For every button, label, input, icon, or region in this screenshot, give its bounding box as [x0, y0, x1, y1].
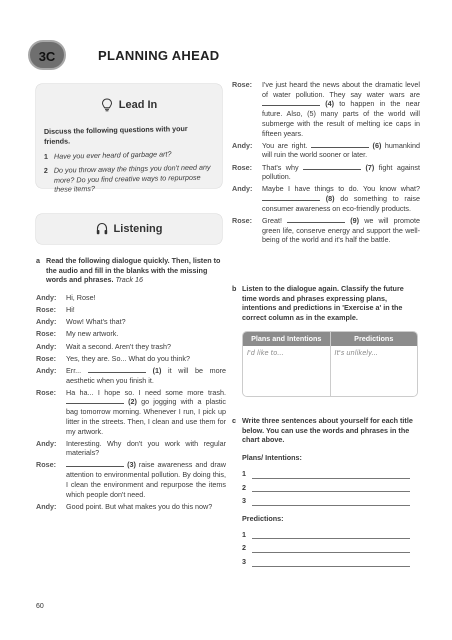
lead-in-title: Lead In — [118, 99, 158, 111]
line-number: 3 — [242, 496, 246, 506]
writing-rule[interactable] — [252, 560, 410, 567]
line-number: 3 — [242, 557, 246, 567]
writing-line[interactable] — [242, 496, 420, 506]
answer-blank[interactable] — [262, 195, 320, 201]
speaker: Andy: — [36, 341, 57, 351]
headphones-icon — [96, 222, 108, 236]
line-text: That's why — [262, 162, 299, 172]
writing-rule[interactable] — [252, 546, 410, 553]
lead-in-question — [44, 162, 215, 195]
answer-blank[interactable] — [311, 142, 369, 148]
line-text: fight against pollution. — [262, 162, 421, 182]
instruction-text: Listen to the dialogue again. Classify the future time words and phrases expressing plans, intentions and predictions in 'Exercise a' in the correct column as in the example. — [242, 284, 404, 323]
dialogue-line — [232, 163, 420, 182]
line-text: to happen in the near future. Also, (5) many parts of the world will submerge with the result of melting ice caps in fifteen years. — [262, 99, 421, 138]
question-number: 1 — [43, 152, 49, 162]
line-text: Yes, they are. So... What do you think? — [66, 353, 190, 363]
column-header-predictions: Predictions — [330, 332, 418, 346]
line-text: You are right. — [262, 140, 308, 150]
dialogue-line — [36, 366, 226, 385]
speaker: Rose: — [36, 329, 56, 339]
lead-in-intro: Discuss the following questions with your friends. — [43, 123, 188, 146]
speaker: Andy: — [36, 293, 57, 303]
exercise-label: b — [232, 284, 237, 293]
speaker: Andy: — [232, 184, 253, 194]
speaker: Andy: — [36, 365, 57, 375]
line-number: 1 — [242, 529, 246, 539]
right-column — [232, 80, 421, 567]
speaker: Andy: — [232, 140, 253, 150]
predictions-cell[interactable]: It's unlikely... — [330, 346, 418, 396]
line-text: humankind will ruin the world sooner or later. — [262, 140, 421, 160]
dialogue-line — [232, 80, 420, 138]
line-text: My new artwork. — [66, 329, 119, 339]
dialogue-line — [36, 502, 226, 512]
answer-blank[interactable] — [88, 367, 146, 373]
unit-title: PLANNING AHEAD — [98, 48, 220, 63]
track-label: Track 16 — [115, 275, 143, 285]
exercise-a — [36, 256, 226, 514]
speaker: Rose: — [36, 460, 56, 470]
exercise-label: c — [232, 416, 236, 425]
speaker: Andy: — [36, 501, 57, 511]
writing-line[interactable] — [242, 543, 420, 553]
speaker: Andy: — [36, 438, 57, 448]
table-header — [243, 332, 417, 346]
dialogue-left — [36, 293, 226, 511]
lead-in-question — [44, 149, 214, 162]
dialogue-line — [36, 439, 226, 458]
lightbulb-icon — [101, 98, 113, 112]
speaker: Andy: — [36, 317, 57, 327]
dialogue-line — [36, 354, 226, 364]
speaker: Rose: — [232, 162, 252, 172]
column-header-plans: Plans and Intentions — [251, 333, 322, 343]
lead-in-box — [36, 84, 222, 195]
instruction-text: Read the following dialogue quickly. Then, listen to the audio and fill in the blanks with the missing words and phrases. — [46, 256, 221, 285]
line-text: Maybe I have things to do. You know what? — [262, 184, 420, 194]
answer-blank[interactable] — [66, 461, 124, 467]
speaker: Rose: — [36, 305, 56, 315]
dialogue-right — [232, 80, 420, 245]
exercise-c-instruction — [232, 416, 420, 445]
answer-blank[interactable] — [287, 217, 345, 223]
writing-rule[interactable] — [252, 472, 410, 479]
line-text: Err... — [66, 365, 82, 375]
answer-blank[interactable] — [262, 100, 320, 106]
plans-subheading: Plans/ Intentions: — [242, 453, 302, 463]
exercise-b — [232, 284, 420, 397]
line-number: 2 — [242, 543, 246, 553]
question-number: 2 — [43, 165, 48, 176]
exercise-c — [232, 416, 420, 571]
plans-cell[interactable]: I'd like to... — [247, 348, 284, 357]
dialogue-line — [232, 141, 420, 160]
writing-rule[interactable] — [252, 532, 410, 539]
predictions-subheading: Predictions: — [242, 514, 284, 524]
writing-line[interactable] — [242, 530, 420, 540]
question-text: Do you throw away the things you don't need any more? Do you find creative ways to repurpose these items? — [53, 162, 211, 195]
answer-blank[interactable] — [303, 164, 361, 170]
dialogue-line — [36, 388, 226, 437]
writing-line[interactable] — [242, 483, 420, 493]
writing-rule[interactable] — [252, 499, 410, 506]
dialogue-line — [232, 184, 420, 213]
speaker: Rose: — [232, 80, 252, 89]
exercise-b-instruction — [232, 284, 420, 323]
question-text: Have you ever heard of garbage art? — [53, 149, 172, 162]
line-text: Great! — [262, 215, 282, 225]
unit-header — [28, 40, 228, 70]
unit-badge — [28, 40, 66, 70]
dialogue-line — [36, 329, 226, 339]
unit-code: 3C — [38, 49, 56, 64]
blank-number: (8) — [325, 194, 335, 204]
line-text: Interesting. Why don't you work with regular materials? — [66, 438, 226, 458]
table-row — [243, 346, 417, 396]
dialogue-line — [36, 460, 226, 499]
line-number: 2 — [242, 482, 246, 492]
listening-title: Listening — [113, 223, 163, 235]
blank-number: (1) — [152, 365, 162, 375]
answer-blank[interactable] — [66, 398, 124, 404]
blank-number: (3) — [127, 460, 136, 470]
classification-table — [242, 331, 418, 397]
line-number: 1 — [242, 468, 246, 478]
dialogue-line — [36, 305, 226, 315]
page-number: 60 — [36, 603, 44, 610]
blank-number: (9) — [350, 215, 360, 225]
lead-in-heading — [44, 98, 214, 113]
writing-line[interactable] — [242, 557, 420, 567]
exercise-label: a — [36, 256, 40, 265]
speaker: Rose: — [36, 387, 56, 397]
speaker: Rose: — [232, 215, 252, 225]
blank-number: (6) — [372, 140, 382, 150]
blank-number: (7) — [365, 162, 375, 172]
instruction-text: Write three sentences about yourself for each title below. You can use the words and phrases in the chart above. — [242, 416, 413, 445]
line-text: it will be more aesthetic when you finish it. — [66, 365, 227, 385]
line-text: Ha ha... I hope so. I need some more trash. — [66, 387, 226, 397]
exercise-a-instruction — [36, 256, 226, 285]
writing-line[interactable] — [242, 469, 420, 479]
line-text: I've just heard the news about the dramatic level of water pollution. They say water wars are — [262, 80, 420, 99]
blank-number: (2) — [128, 397, 137, 407]
blank-number: (4) — [325, 99, 335, 109]
line-text: raise awareness and draw attention to environmental pollution. By doing this, I clean the environment and repurpose the items which people don't need. — [66, 460, 226, 499]
writing-rule[interactable] — [252, 485, 410, 492]
dialogue-line — [36, 293, 226, 303]
line-text: go jogging with a plastic bag tomorrow morning. Whenever I run, I pick up litter in the streets. Then, I clean and use them for my artwork. — [66, 397, 227, 436]
line-text: Good point. But what makes you do this now? — [66, 501, 213, 511]
line-text: Hi, Rose! — [66, 293, 96, 303]
line-text: we will promote green life, conserve energy and support the well-being of the world and it's half the battle. — [262, 215, 421, 245]
listening-box — [36, 214, 222, 244]
line-text: Hi! — [66, 305, 75, 315]
dialogue-line — [36, 317, 226, 327]
line-text: Wow! What's that? — [66, 317, 126, 327]
line-text: do something to raise consumer awareness on eco-friendly products. — [262, 194, 421, 213]
speaker: Rose: — [36, 353, 56, 363]
dialogue-line — [36, 342, 226, 352]
line-text: Wait a second. Aren't they trash? — [66, 341, 171, 351]
listening-heading — [44, 222, 214, 237]
dialogue-line — [232, 216, 420, 245]
